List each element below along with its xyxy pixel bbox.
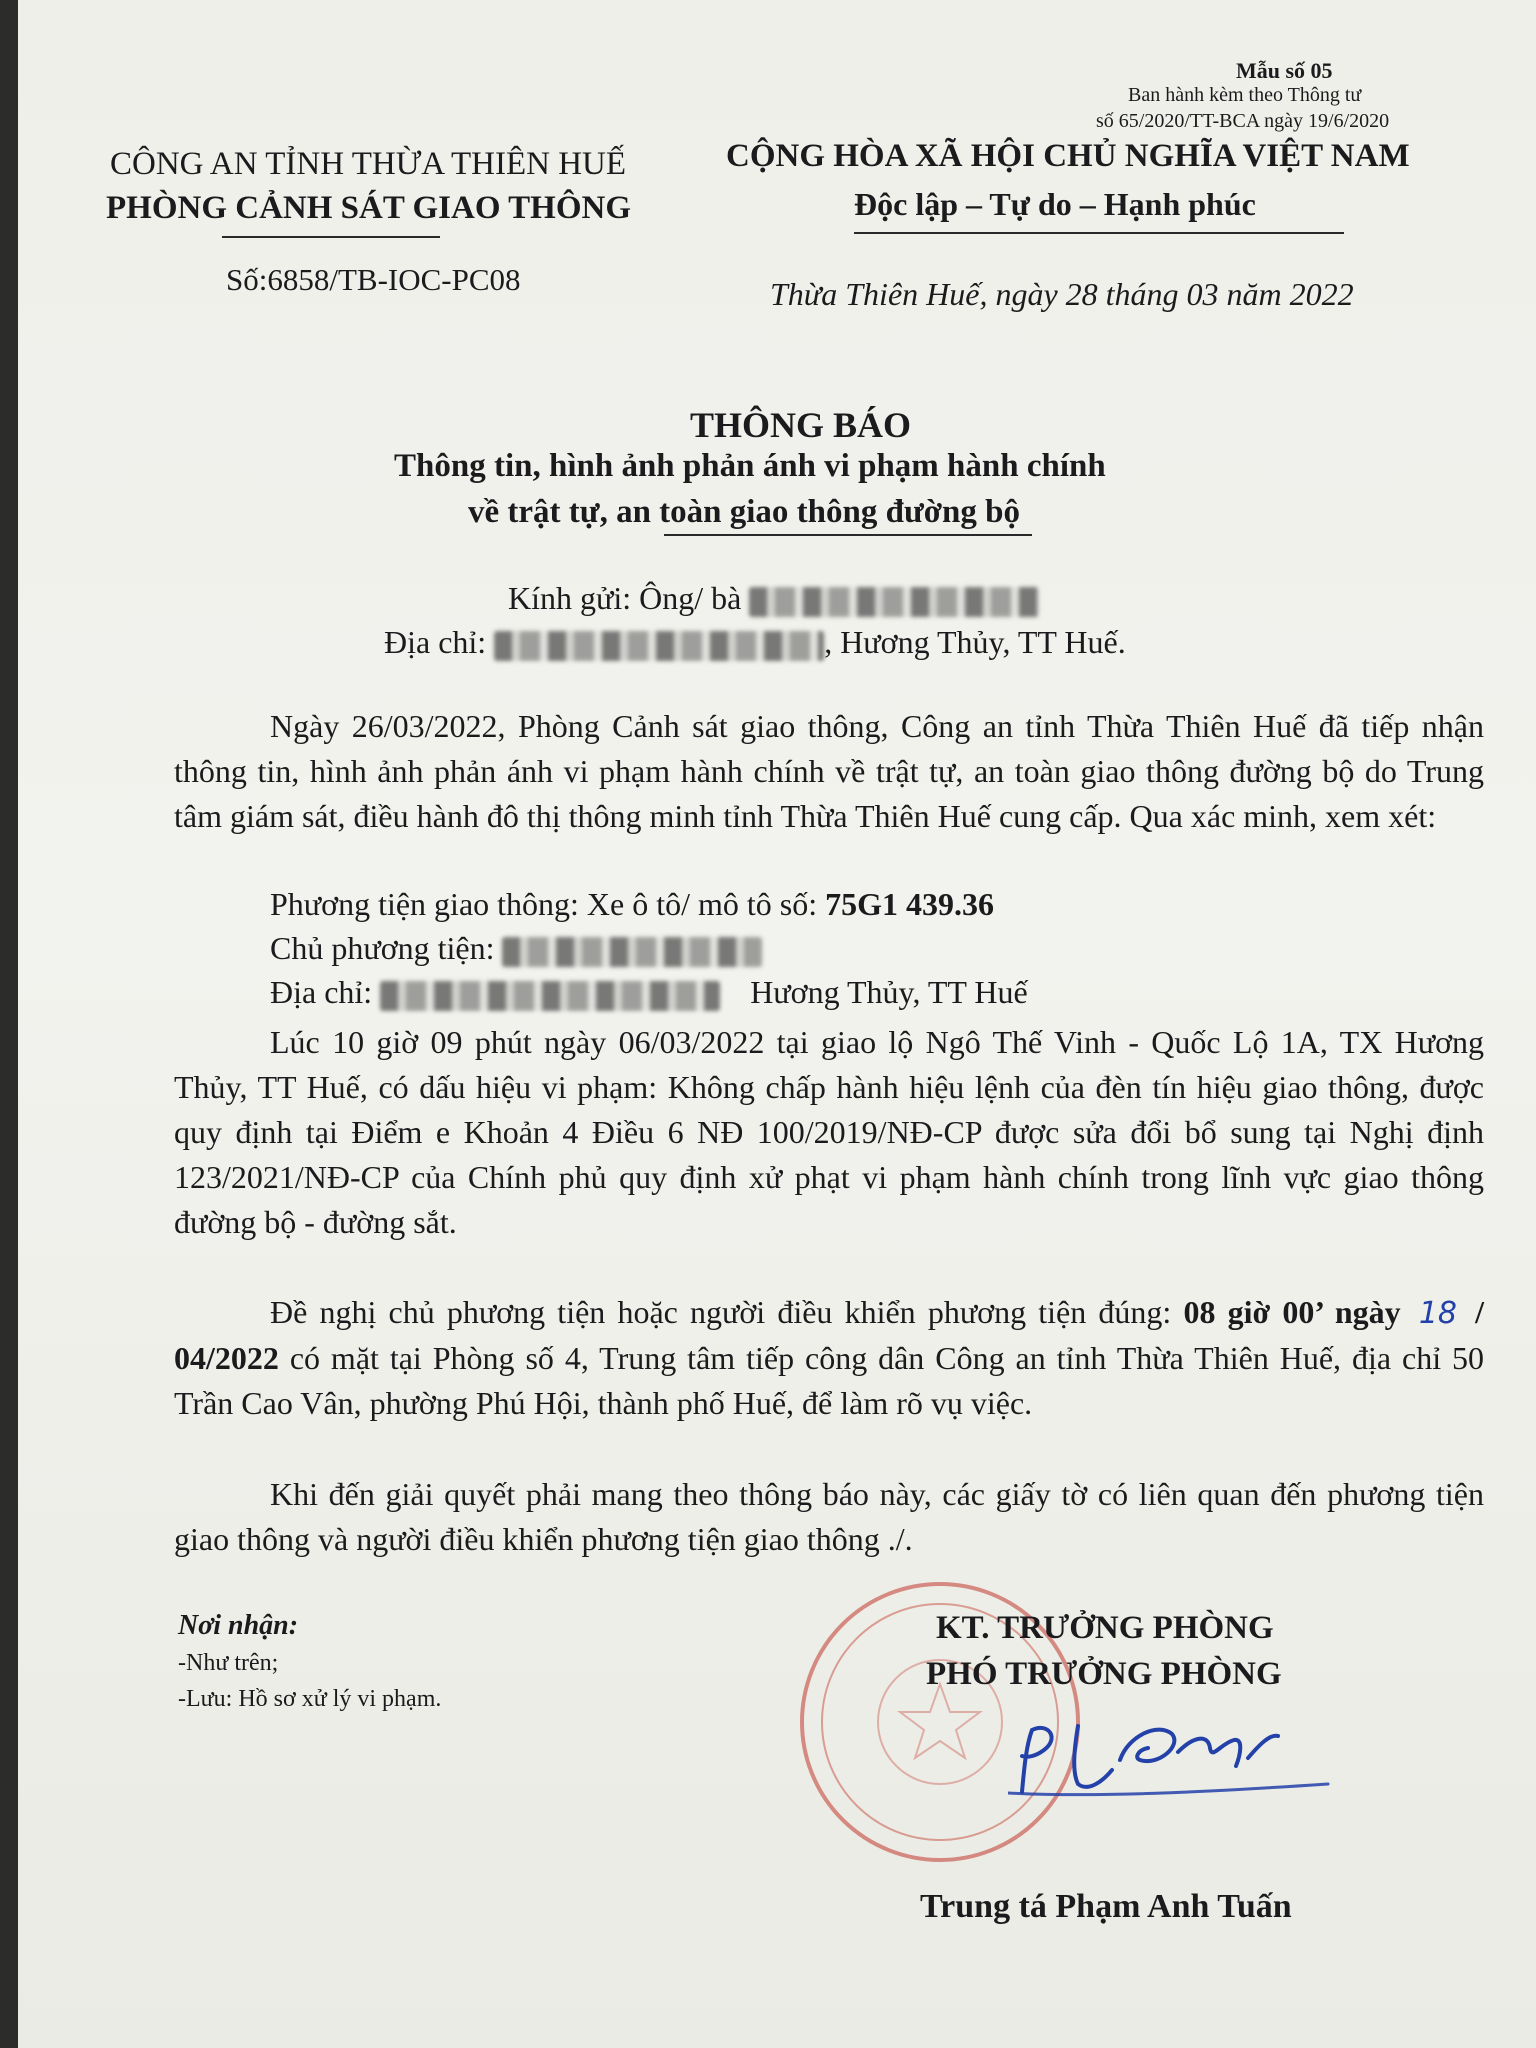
redacted-owner-name bbox=[502, 937, 762, 967]
vehicle-label: Phương tiện giao thông: Xe ô tô/ mô tô số: bbox=[270, 886, 818, 922]
vehicle-line bbox=[270, 886, 994, 923]
body-paragraph-2: Lúc 10 giờ 09 phút ngày 06/03/2022 tại giao lộ Ngô Thế Vinh - Quốc Lộ 1A, TX Hương Thủy, TT Huế, có dấu hiệu vi phạm: Không chấp hành hiệu lệnh của đèn tín hiệu giao thông, được quy định tại Điểm e Khoản 4 Điều 6 NĐ 100/2019/NĐ-CP được sửa đổi bổ sung tại Nghị định 123/2021/NĐ-CP của Chính phủ quy định xử phạt vi phạm hành chính trong lĩnh vực giao thông đường bộ - đường sắt. bbox=[174, 1024, 1484, 1240]
header-underline-left bbox=[222, 236, 440, 238]
header-underline-right bbox=[854, 232, 1344, 234]
signer-title-1: KT. TRƯỞNG PHÒNG bbox=[936, 1610, 1274, 1646]
owner-address-line bbox=[270, 974, 1028, 1011]
document-subtitle-2: về trật tự, an toàn giao thông đường bộ bbox=[468, 494, 1021, 530]
document-page bbox=[18, 0, 1536, 2048]
form-number: Mẫu số 05 bbox=[1236, 58, 1333, 83]
redacted-recipient-name bbox=[749, 587, 1039, 617]
title-underline bbox=[664, 534, 1032, 536]
appointment-month: / 04/2022 bbox=[174, 1294, 1485, 1376]
national-motto: Độc lập – Tự do – Hạnh phúc bbox=[854, 186, 1256, 222]
form-issued: Ban hành kèm theo Thông tư bbox=[1128, 84, 1362, 106]
owner-label: Chủ phương tiện: bbox=[270, 930, 495, 966]
handwritten-signature bbox=[1008, 1700, 1348, 1830]
body-paragraph-1: Ngày 26/03/2022, Phòng Cảnh sát giao thông, Công an tỉnh Thừa Thiên Huế đã tiếp nhận thông tin, hình ảnh phản ánh vi phạm hành chính về trật tự, an toàn giao thông đường bộ do Trung tâm giám sát, điều hành đô thị thông minh tỉnh Thừa Thiên Huế cung cấp. Qua xác minh, xem xét: bbox=[174, 708, 1484, 834]
recipients-label: Nơi nhận: bbox=[178, 1610, 299, 1641]
document-title: THÔNG BÁO bbox=[690, 405, 912, 445]
appointment-time: 08 giờ 00’ ngày bbox=[1183, 1294, 1401, 1330]
recipient-address bbox=[384, 624, 1126, 661]
owner-line bbox=[270, 930, 762, 967]
recipients-item-2: -Lưu: Hồ sơ xử lý vi phạm. bbox=[178, 1686, 442, 1712]
recipient-address-tail: , Hương Thủy, TT Huế. bbox=[824, 624, 1126, 660]
body-paragraph-4: Khi đến giải quyết phải mang theo thông báo này, các giấy tờ có liên quan đến phương tiện giao thông và người điều khiển phương tiện giao thông ./. bbox=[174, 1476, 1484, 1557]
redacted-owner-address bbox=[380, 981, 720, 1011]
recipients-item-1: -Như trên; bbox=[178, 1650, 279, 1676]
owner-address-tail: Hương Thủy, TT Huế bbox=[750, 974, 1028, 1010]
org-name: CÔNG AN TỈNH THỪA THIÊN HUẾ bbox=[110, 146, 627, 182]
form-circular: số 65/2020/TT-BCA ngày 19/6/2020 bbox=[1096, 110, 1390, 132]
appointment-request: Đề nghị chủ phương tiện hoặc người điều khiển phương tiện đúng: bbox=[270, 1294, 1172, 1330]
recipient-greeting-label: Kính gửi: Ông/ bà bbox=[508, 580, 742, 616]
nation-name: CỘNG HÒA XÃ HỘI CHỦ NGHĨA VIỆT NAM bbox=[726, 138, 1410, 174]
body-paragraph-3 bbox=[174, 1290, 1484, 1426]
owner-address-label: Địa chỉ: bbox=[270, 974, 373, 1010]
document-number: Số:6858/TB-IOC-PC08 bbox=[226, 262, 521, 297]
recipient-address-label: Địa chỉ: bbox=[384, 624, 487, 660]
recipient-greeting bbox=[508, 580, 1039, 617]
document-date: Thừa Thiên Huế, ngày 28 tháng 03 năm 2022 bbox=[770, 276, 1354, 312]
signer-title-2: PHÓ TRƯỞNG PHÒNG bbox=[926, 1656, 1282, 1692]
appointment-day-handwritten: 18 bbox=[1418, 1296, 1457, 1331]
appointment-location: có mặt tại Phòng số 4, Trung tâm tiếp công dân Công an tỉnh Thừa Thiên Huế, địa chỉ 50 Trần Cao Vân, phường Phú Hội, thành phố Huế, để làm rõ vụ việc. bbox=[174, 1340, 1485, 1421]
department-name: PHÒNG CẢNH SÁT GIAO THÔNG bbox=[106, 190, 632, 226]
signer-name: Trung tá Phạm Anh Tuấn bbox=[920, 1888, 1292, 1925]
redacted-recipient-address bbox=[494, 631, 824, 661]
document-subtitle-1: Thông tin, hình ảnh phản ánh vi phạm hành chính bbox=[394, 448, 1106, 484]
license-plate: 75G1 439.36 bbox=[825, 886, 995, 922]
